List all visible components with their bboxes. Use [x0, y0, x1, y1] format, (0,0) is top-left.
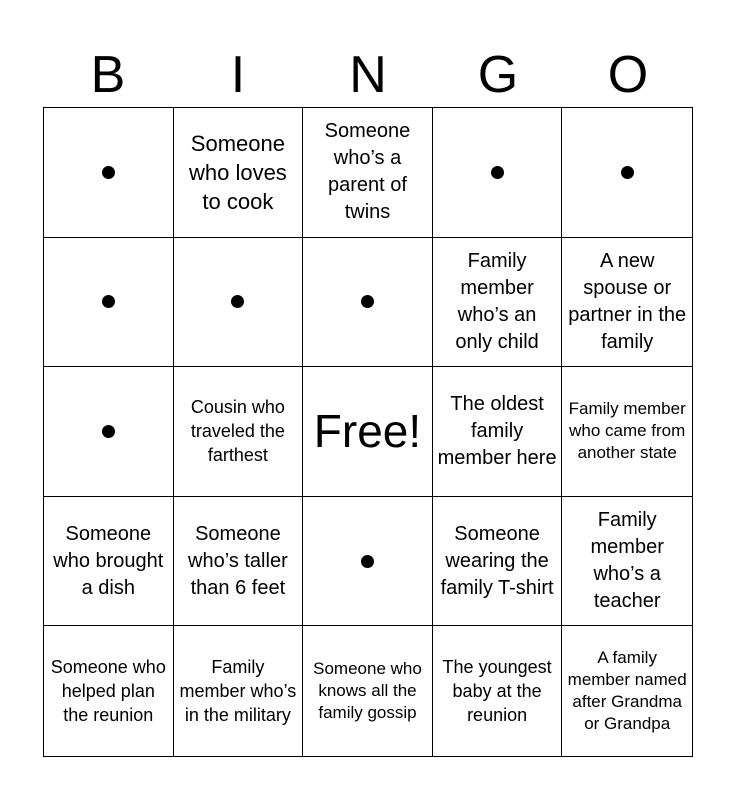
cell-text: Someone who knows all the family gossip: [313, 659, 422, 723]
header-letter-i: I: [230, 46, 246, 104]
bingo-cell[interactable]: [44, 497, 174, 627]
header-letter-b: B: [90, 46, 126, 104]
bingo-cell[interactable]: [433, 497, 563, 627]
dot-icon: [102, 425, 115, 438]
bingo-cell[interactable]: [433, 367, 563, 497]
cell-text: Someone wearing the family T-shirt: [440, 522, 554, 599]
dot-icon: [361, 295, 374, 308]
bingo-cell[interactable]: [44, 108, 174, 238]
cell-text: Someone who’s taller than 6 feet: [188, 522, 288, 599]
cell-text: Family member who’s a teacher: [590, 509, 664, 613]
cell-text: Family member who’s an only child: [455, 249, 539, 353]
bingo-cell[interactable]: [433, 238, 563, 368]
bingo-cell[interactable]: [303, 626, 433, 756]
bingo-cell[interactable]: [562, 497, 692, 627]
free-space-label: Free!: [313, 405, 422, 458]
bingo-cell[interactable]: [44, 367, 174, 497]
cell-text: Someone who loves to cook: [188, 130, 287, 214]
dot-icon: [491, 166, 504, 179]
cell-text: Someone who’s a parent of twins: [324, 120, 411, 224]
cell-text: A family member named after Grandma or Grandpa: [567, 648, 687, 734]
free-space-cell[interactable]: [303, 367, 433, 497]
bingo-cell[interactable]: [433, 108, 563, 238]
dot-icon: [361, 555, 374, 568]
bingo-cell[interactable]: [174, 108, 304, 238]
cell-text: The oldest family member here: [437, 392, 557, 469]
cell-text: Someone who brought a dish: [53, 522, 164, 599]
bingo-cell[interactable]: [174, 626, 304, 756]
bingo-cell[interactable]: [174, 367, 304, 497]
cell-text: Family member who came from another state: [568, 399, 686, 463]
header-letter-n: N: [349, 46, 387, 104]
bingo-cell[interactable]: [174, 238, 304, 368]
bingo-cell[interactable]: [44, 238, 174, 368]
dot-icon: [102, 166, 115, 179]
cell-text: Family member who’s in the military: [179, 657, 297, 726]
dot-icon: [102, 295, 115, 308]
bingo-cell[interactable]: [562, 626, 692, 756]
cell-text: Someone who helped plan the reunion: [50, 657, 166, 726]
bingo-cell[interactable]: [303, 108, 433, 238]
cell-text: Cousin who traveled the farthest: [190, 397, 285, 466]
bingo-grid: [43, 107, 693, 757]
header-letter-o: O: [607, 46, 649, 104]
cell-text: A new spouse or partner in the family: [568, 249, 687, 353]
bingo-cell[interactable]: [303, 497, 433, 627]
bingo-cell[interactable]: [433, 626, 563, 756]
bingo-cell[interactable]: [174, 497, 304, 627]
dot-icon: [231, 295, 244, 308]
bingo-cell[interactable]: [562, 238, 692, 368]
bingo-cell[interactable]: [303, 238, 433, 368]
dot-icon: [621, 166, 634, 179]
bingo-cell[interactable]: [562, 367, 692, 497]
cell-text: The youngest baby at the reunion: [442, 657, 552, 726]
header-letter-g: G: [477, 46, 519, 104]
bingo-header: [43, 44, 693, 106]
bingo-cell[interactable]: [44, 626, 174, 756]
bingo-cell[interactable]: [562, 108, 692, 238]
